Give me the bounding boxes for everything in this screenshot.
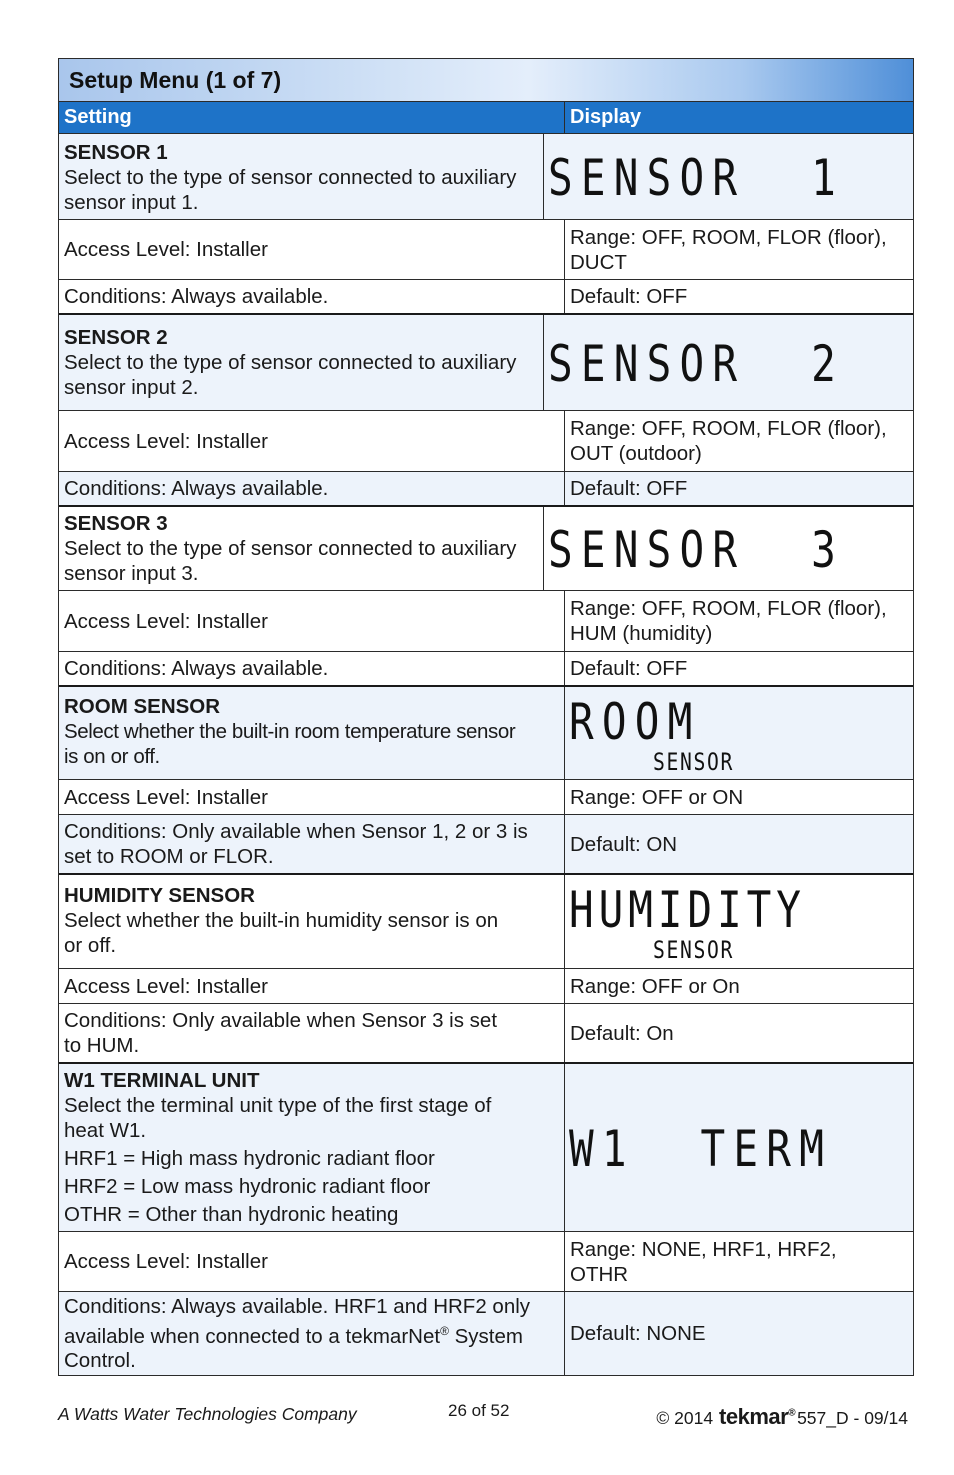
access-row — [59, 969, 913, 1004]
lcd-display — [565, 687, 913, 779]
lcd-main-text: SENSOR 3 — [548, 520, 845, 579]
range-line: Range: OFF, ROOM, FLOR (floor), — [570, 597, 887, 620]
table-header — [59, 102, 913, 134]
range-line: OUT (outdoor) — [570, 442, 702, 465]
access-level: Access Level: Installer — [59, 1232, 565, 1291]
conditions-line: Conditions: Only available when Sensor 3 is set — [64, 1009, 498, 1032]
range-line: DUCT — [570, 250, 627, 274]
range-line: Range: OFF, ROOM, FLOR (floor), — [570, 225, 887, 249]
conditions-line: Conditions: Always available. HRF1 and HRF2 only — [64, 1294, 531, 1318]
page-footer — [58, 1401, 914, 1429]
setup-menu-table — [58, 58, 914, 1376]
range — [565, 591, 913, 651]
default-value: Default: OFF — [570, 285, 688, 308]
option-line: HRF1 = High mass hydronic radiant floor — [64, 1147, 435, 1170]
range: Range: OFF or On — [570, 974, 740, 998]
conditions-row — [59, 815, 913, 875]
lcd-sub-text: SENSOR — [653, 748, 734, 776]
setting-row-room-sensor — [59, 687, 913, 780]
access-level: Access Level: Installer — [59, 969, 565, 1003]
default-value: Default: OFF — [570, 657, 688, 680]
setting-row-w1-terminal-unit — [59, 1064, 913, 1232]
setting-description-line: sensor input 1. — [64, 191, 199, 214]
setting-title: HUMIDITY SENSOR — [64, 884, 255, 907]
lcd-main-text: ROOM — [569, 693, 701, 751]
copyright: © 2014 — [656, 1408, 714, 1428]
conditions: Conditions: Always available. — [59, 472, 565, 505]
option-line: HRF2 = Low mass hydronic radiant floor — [64, 1175, 431, 1198]
registered-mark: ® — [440, 1323, 449, 1338]
setting-description-line: sensor input 2. — [64, 376, 199, 399]
footer-right — [656, 1404, 908, 1430]
lcd-display — [544, 134, 913, 219]
range-line: HUM (humidity) — [570, 622, 713, 645]
lcd-main-text: W1 TERM — [569, 1119, 833, 1178]
conditions — [59, 1004, 565, 1062]
conditions-row — [59, 652, 913, 687]
setting-title: SENSOR 3 — [64, 512, 168, 535]
setting-description-line: or off. — [64, 934, 117, 957]
setting-title: SENSOR 1 — [64, 141, 168, 164]
column-header-setting: Setting — [59, 102, 565, 133]
setting-description-line: heat W1. — [64, 1119, 147, 1142]
conditions — [59, 815, 565, 873]
setting-row-humidity-sensor — [59, 875, 913, 969]
access-level: Access Level: Installer — [59, 780, 565, 814]
conditions: Conditions: Always available. — [59, 652, 565, 685]
setting-row-sensor-1 — [59, 134, 913, 220]
setting-title: SENSOR 2 — [64, 326, 168, 349]
table-title: Setup Menu (1 of 7) — [59, 59, 913, 102]
conditions — [59, 1292, 565, 1375]
conditions-row — [59, 1292, 913, 1375]
company-name: A Watts Water Technologies Company — [58, 1404, 357, 1424]
setting-row-sensor-2 — [59, 315, 913, 411]
conditions-line: available when connected to a tekmarNet® System — [64, 1323, 523, 1348]
setting-description-line: Select whether the built-in humidity sensor is on — [64, 909, 499, 932]
conditions-line: to HUM. — [64, 1034, 140, 1057]
access-level: Access Level: Installer — [59, 220, 565, 279]
access-row — [59, 411, 913, 472]
conditions-row — [59, 280, 913, 315]
page-number: 26 of 52 — [448, 1401, 510, 1420]
range — [565, 411, 913, 471]
access-row — [59, 1232, 913, 1292]
lcd-display — [544, 507, 913, 590]
setting-description-line: Select whether the built-in room temperature sensor — [64, 720, 516, 743]
conditions-row — [59, 472, 913, 507]
setting-title: ROOM SENSOR — [64, 695, 221, 718]
range-line: OTHR — [570, 1262, 629, 1286]
lcd-main-text: SENSOR 2 — [548, 334, 845, 393]
range — [565, 220, 913, 279]
default-value: Default: NONE — [570, 1322, 706, 1345]
lcd-sub-text: SENSOR — [653, 936, 734, 964]
setting-description-line: Select the terminal unit type of the first stage of — [64, 1094, 492, 1117]
tekmar-logo: tekmar® — [719, 1404, 796, 1429]
access-row — [59, 591, 913, 652]
default-value: Default: ON — [570, 832, 678, 856]
setting-description-line: sensor input 3. — [64, 562, 199, 585]
lcd-main-text: SENSOR 1 — [548, 148, 845, 207]
document-number: 557_D - 09/14 — [797, 1408, 908, 1428]
range: Range: OFF or ON — [570, 785, 744, 809]
range-line: Range: NONE, HRF1, HRF2, — [570, 1237, 837, 1261]
lcd-display — [565, 875, 913, 968]
access-row — [59, 220, 913, 280]
range — [565, 1232, 913, 1291]
default-value: Default: On — [570, 1021, 674, 1045]
option-line: OTHR = Other than hydronic heating — [64, 1203, 399, 1226]
default-value: Default: OFF — [570, 477, 688, 500]
access-level: Access Level: Installer — [59, 591, 565, 651]
conditions-line: set to ROOM or FLOR. — [64, 845, 274, 868]
lcd-main-text: HUMIDITY — [569, 881, 806, 939]
range-line: Range: OFF, ROOM, FLOR (floor), — [570, 417, 887, 440]
setting-description-line: is on or off. — [64, 745, 160, 768]
setting-description-line: Select to the type of sensor connected to auxiliary — [64, 351, 517, 374]
setting-description-line: Select to the type of sensor connected to auxiliary — [64, 166, 517, 189]
lcd-display — [544, 315, 913, 410]
column-header-display: Display — [570, 106, 642, 128]
conditions-line: Conditions: Only available when Sensor 1, 2 or 3 is — [64, 820, 528, 843]
conditions-row — [59, 1004, 913, 1064]
setting-description-line: Select to the type of sensor connected to auxiliary — [64, 537, 517, 560]
access-level: Access Level: Installer — [59, 411, 565, 471]
conditions-line: Control. — [64, 1349, 136, 1373]
conditions: Conditions: Always available. — [59, 280, 565, 313]
access-row — [59, 780, 913, 815]
setting-row-sensor-3 — [59, 507, 913, 591]
setting-title: W1 TERMINAL UNIT — [64, 1069, 260, 1092]
lcd-display — [565, 1064, 913, 1231]
